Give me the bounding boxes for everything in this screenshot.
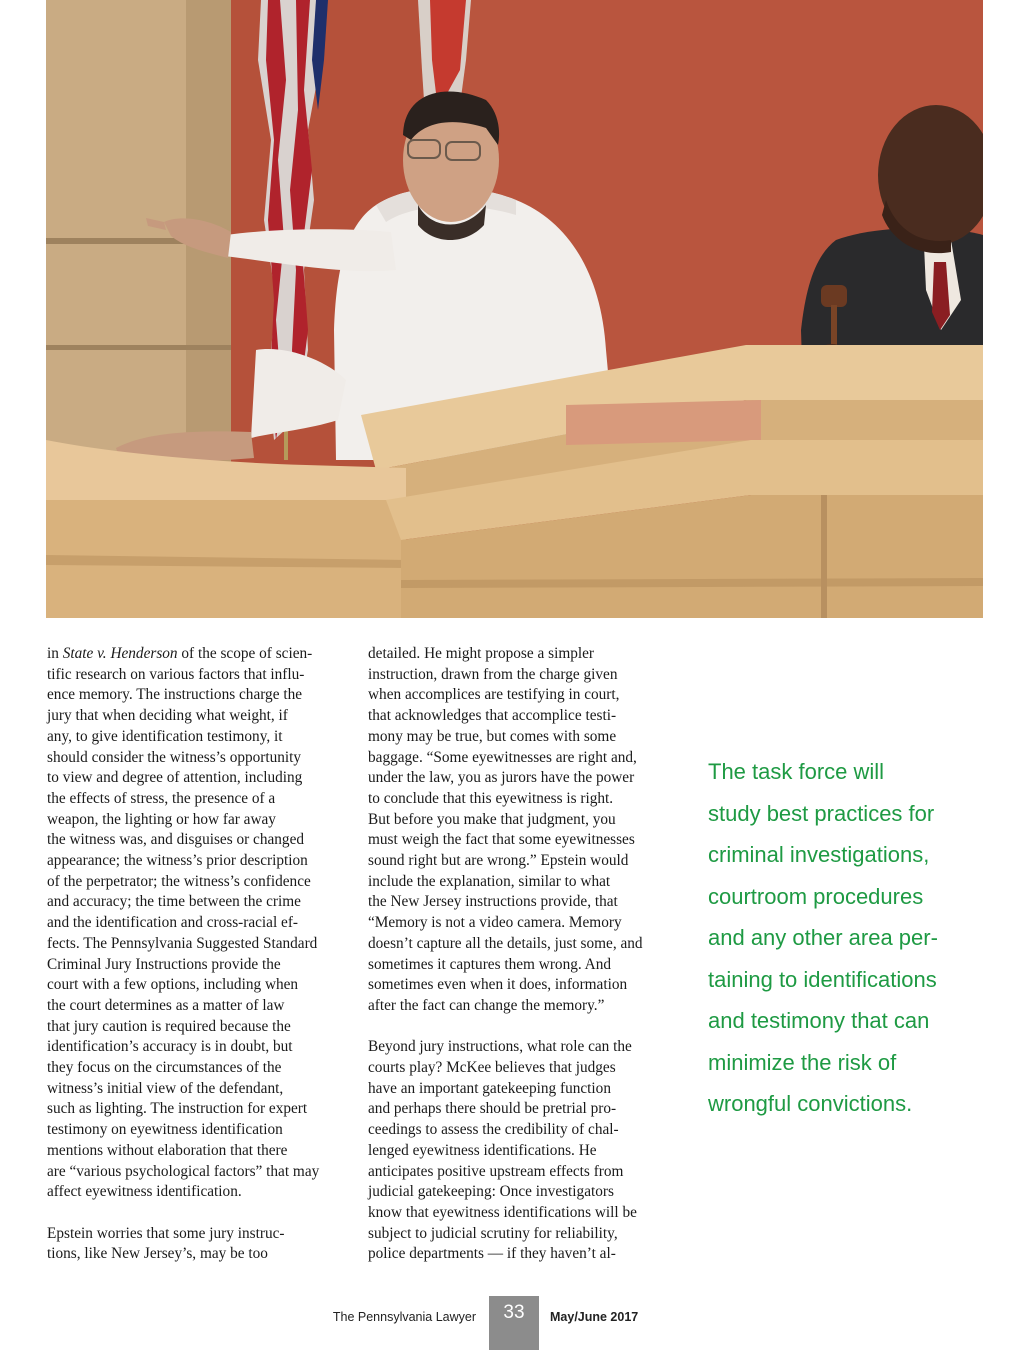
text-line: to conclude that this eyewitness is right.: [368, 789, 614, 807]
text-line: tions, like New Jersey’s, may be too: [47, 1245, 268, 1263]
paragraph-gap: [368, 1017, 643, 1038]
text-line: mony may be true, but comes with some: [368, 727, 617, 745]
pull-quote-line: and any other area per-: [708, 925, 938, 950]
text-line: should consider the witness’s opportunity: [47, 748, 302, 766]
text-line: But before you make that judgment, you: [368, 810, 616, 828]
pull-quote-line: taining to identifications: [708, 966, 937, 992]
pull-quote: [708, 751, 938, 1125]
text-line: any, to give identification testimony, it: [47, 727, 283, 745]
text-line: Criminal Jury Instructions provide the: [47, 955, 281, 973]
text-line: under the law, you as jurors have the power: [368, 769, 635, 787]
text-line: when accomplices are testifying in court,: [368, 686, 620, 704]
text-line: jury that when deciding what weight, if: [47, 707, 288, 725]
text-line: identification’s accuracy is in doubt, but: [47, 1038, 293, 1056]
text-segment: in: [47, 645, 63, 662]
publication-name: The Pennsylvania Lawyer: [332, 1310, 476, 1324]
pull-quote-line: and testimony that can: [708, 1008, 930, 1033]
text-line: mentions without elaboration that there: [47, 1141, 288, 1159]
paragraph-gap: [47, 1203, 319, 1224]
text-line: the New Jersey instructions provide, that: [368, 893, 618, 911]
text-line: anticipates positive upstream effects from: [368, 1162, 624, 1180]
text-line: sometimes even when it does, information: [368, 976, 628, 994]
issue-date: May/June 2017: [550, 1310, 639, 1324]
text-line: Epstein worries that some jury instruc-: [47, 1224, 285, 1242]
text-line: witness’s initial view of the defendant,: [47, 1079, 284, 1097]
text-line: doesn’t capture all the details, just some, and: [368, 934, 643, 952]
text-line: know that eyewitness identifications will be: [368, 1203, 637, 1221]
text-line: and the identification and cross-racial ef-: [47, 914, 299, 932]
text-line: are “various psychological factors” that may: [47, 1162, 320, 1180]
text-line: tific research on various factors that influ-: [47, 665, 305, 683]
text-line: that jury caution is required because the: [47, 1017, 291, 1035]
article-column-2: [368, 644, 643, 1265]
text-line: detailed. He might propose a simpler: [368, 645, 594, 662]
page-footer: [0, 1296, 1024, 1350]
text-line: and perhaps there should be pretrial pro-: [368, 1100, 617, 1118]
text-line: the effects of stress, the presence of a: [47, 789, 276, 807]
text-line: include the explanation, similar to what: [368, 872, 611, 890]
case-name: State v. Henderson: [62, 645, 178, 662]
text-line: instruction, drawn from the charge given: [368, 665, 618, 683]
text-line: fects. The Pennsylvania Suggested Standard: [47, 934, 318, 952]
text-line: the court determines as a matter of law: [47, 996, 285, 1014]
text-line: sometimes it captures them wrong. And: [368, 955, 612, 973]
page-number: 33: [489, 1296, 539, 1350]
text-line: ceedings to assess the credibility of chal-: [368, 1121, 619, 1139]
text-line: appearance; the witness’s prior description: [47, 852, 308, 870]
pull-quote-line: criminal investigations,: [708, 842, 930, 867]
text-line: have an important gatekeeping function: [368, 1079, 611, 1097]
text-line: police departments — if they haven’t al-: [368, 1245, 616, 1263]
text-line: Beyond jury instructions, what role can the: [368, 1038, 632, 1056]
text-line: such as lighting. The instruction for expert: [47, 1100, 308, 1118]
text-line: they focus on the circumstances of the: [47, 1059, 282, 1077]
courtroom-witness-photo: [46, 0, 983, 618]
pull-quote-line: minimize the risk of: [708, 1049, 897, 1075]
text-line: testimony on eyewitness identification: [47, 1121, 283, 1139]
text-line: that acknowledges that accomplice testi-: [368, 707, 617, 725]
pull-quote-line: study best practices for: [708, 800, 935, 826]
article-column-1: [47, 644, 319, 1265]
text-line: and accuracy; the time between the crime: [47, 893, 301, 911]
pull-quote-line: The task force will: [708, 759, 885, 784]
text-line: baggage. “Some eyewitnesses are right and,: [368, 748, 637, 766]
pull-quote-line: wrongful convictions.: [708, 1091, 913, 1116]
text-line: of the perpetrator; the witness’s confidence: [47, 872, 311, 890]
text-line: ence memory. The instructions charge the: [47, 686, 303, 704]
pull-quote-line: courtroom procedures: [708, 883, 924, 909]
text-line: courts play? McKee believes that judges: [368, 1059, 616, 1077]
text-line: affect eyewitness identification.: [47, 1183, 242, 1201]
text-line: after the fact can change the memory.”: [368, 996, 605, 1014]
text-line: weapon, the lighting or how far away: [47, 810, 276, 828]
text-segment: of the scope of scien-: [177, 645, 313, 662]
text-line: the witness was, and disguises or changed: [47, 831, 305, 849]
text-line: to view and degree of attention, including: [47, 769, 303, 787]
text-line: “Memory is not a video camera. Memory: [368, 914, 622, 932]
text-line: must weigh the fact that some eyewitnesses: [368, 831, 635, 849]
text-line: judicial gatekeeping: Once investigators: [368, 1183, 614, 1201]
courtroom-photo: [46, 0, 983, 618]
text-line: sound right but are wrong.” Epstein would: [368, 852, 629, 870]
text-line: court with a few options, including when: [47, 976, 299, 994]
text-line: subject to judicial scrutiny for reliability,: [368, 1224, 618, 1242]
text-line: lenged eyewitness identifications. He: [368, 1141, 597, 1159]
text-line: [47, 644, 319, 665]
